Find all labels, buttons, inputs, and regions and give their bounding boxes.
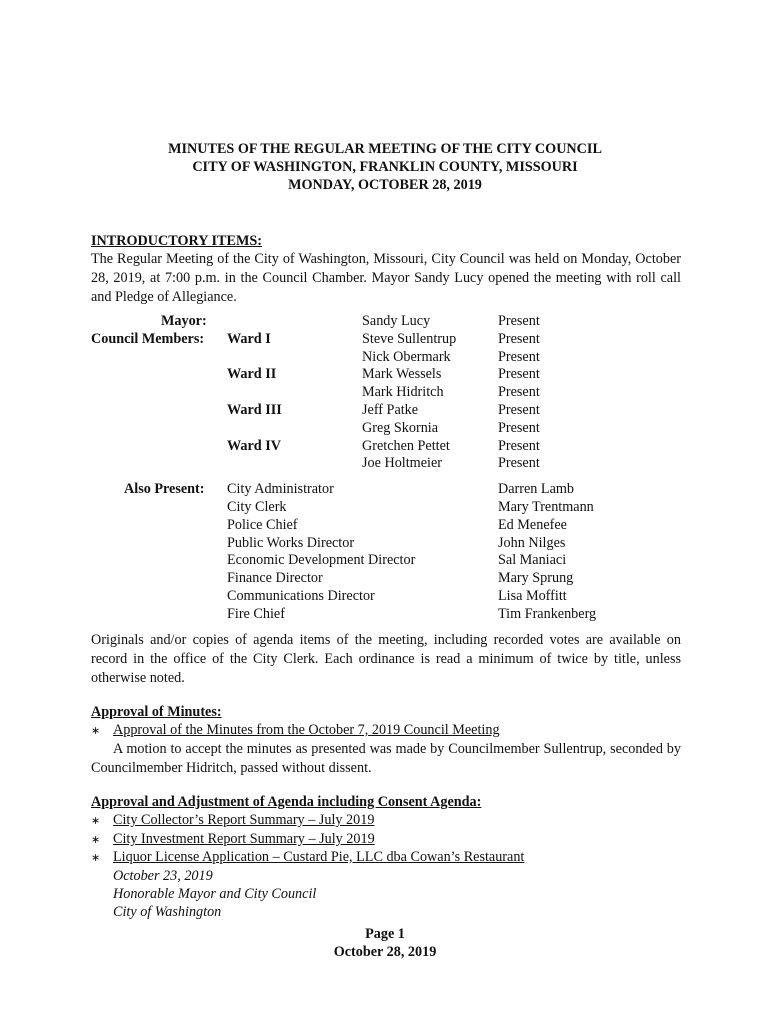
title-line-1: MINUTES OF THE REGULAR MEETING OF THE CITY COUNCIL (168, 141, 602, 157)
staff-title: City Administrator (227, 481, 334, 497)
title-line-2: CITY OF WASHINGTON, FRANKLIN COUNTY, MISSOURI (192, 159, 578, 175)
agenda-item: City Collector’s Report Summary – July 2019 (113, 812, 375, 828)
ward-2-label: Ward II (227, 366, 277, 382)
agenda-heading: Approval and Adjustment of Agenda including Consent Agenda: (91, 794, 482, 810)
member-name: Nick Obermark (362, 349, 451, 365)
staff-name: Lisa Moffitt (498, 588, 567, 604)
staff-title: Police Chief (227, 517, 298, 533)
staff-title: Fire Chief (227, 606, 285, 622)
bullet-icon: ∗ (91, 834, 101, 846)
bullet-icon: ∗ (91, 852, 101, 864)
staff-title: Public Works Director (227, 535, 355, 551)
ward-1-label: Ward I (227, 331, 271, 347)
staff-title: Economic Development Director (227, 552, 416, 568)
member-name: Joe Holtmeier (362, 455, 442, 471)
member-name: Mark Wessels (362, 366, 442, 382)
staff-name: Tim Frankenberg (498, 606, 597, 622)
ward-3-label: Ward III (227, 402, 282, 418)
page-number: Page 1 (365, 926, 405, 942)
mayor-label: Mayor: (161, 313, 207, 329)
ward-4-label: Ward IV (227, 438, 281, 454)
minutes-motion: A motion to accept the minutes as presented was made by Councilmember Sullentrup, seconded by Councilmember Hidritch, passed without dissent. (91, 741, 681, 776)
bullet-icon: ∗ (91, 815, 101, 827)
letter-recipient: Honorable Mayor and City Council (113, 886, 317, 902)
member-name: Mark Hidritch (362, 384, 444, 400)
staff-name: Ed Menefee (498, 517, 567, 533)
staff-name: Sal Maniaci (498, 552, 567, 568)
intro-heading: INTRODUCTORY ITEMS: (91, 233, 262, 249)
staff-title: City Clerk (227, 499, 287, 515)
attendance-status: Present (498, 438, 540, 454)
attendance-status: Present (498, 331, 540, 347)
letter-date: October 23, 2019 (113, 868, 213, 884)
also-present-label: Also Present: (124, 481, 205, 497)
agenda-item: Liquor License Application – Custard Pie, LLC dba Cowan’s Restaurant (113, 849, 525, 865)
member-name: Jeff Patke (362, 402, 419, 418)
attendance-status: Present (498, 313, 540, 329)
member-name: Greg Skornia (362, 420, 439, 436)
originals-paragraph: Originals and/or copies of agenda items of the meeting, including recorded votes are available on record in the office of the City Clerk. Each ordinance is read a minimum of twice by title, unless otherwise noted. (91, 632, 681, 686)
bullet-icon: ∗ (91, 725, 101, 737)
attendance-status: Present (498, 402, 540, 418)
member-name: Gretchen Pettet (362, 438, 450, 454)
staff-title: Finance Director (227, 570, 323, 586)
council-members-label: Council Members: (91, 331, 205, 347)
staff-name: Mary Trentmann (498, 499, 594, 515)
letter-city: City of Washington (113, 904, 222, 920)
staff-name: John Nilges (498, 535, 566, 551)
title-line-3: MONDAY, OCTOBER 28, 2019 (288, 177, 482, 193)
attendance-status: Present (498, 384, 540, 400)
member-name: Steve Sullentrup (362, 331, 457, 347)
staff-name: Mary Sprung (498, 570, 574, 586)
attendance-status: Present (498, 366, 540, 382)
footer-date: October 28, 2019 (333, 944, 437, 960)
agenda-item: City Investment Report Summary – July 2019 (113, 831, 375, 847)
approval-minutes-heading: Approval of Minutes: (91, 704, 222, 720)
staff-title: Communications Director (227, 588, 375, 604)
intro-paragraph: The Regular Meeting of the City of Washington, Missouri, City Council was held on Monday, October 28, 2019, at 7:00 p.m. in the Council Chamber. Mayor Sandy Lucy opened the meeting with roll call and Pledge of Allegiance. (91, 251, 681, 305)
attendance-status: Present (498, 349, 540, 365)
member-name: Sandy Lucy (362, 313, 431, 329)
minutes-item: Approval of the Minutes from the October 7, 2019 Council Meeting (113, 722, 500, 738)
attendance-status: Present (498, 420, 540, 436)
staff-name: Darren Lamb (498, 481, 575, 497)
attendance-status: Present (498, 455, 540, 471)
